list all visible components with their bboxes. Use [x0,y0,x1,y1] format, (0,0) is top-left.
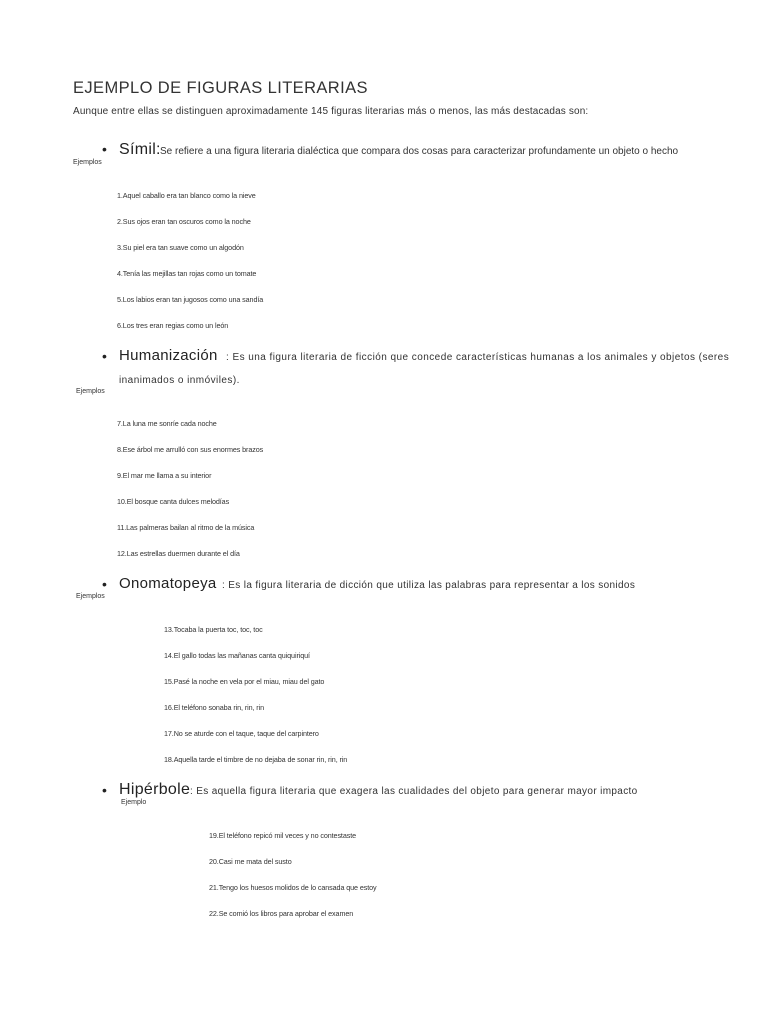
example-item: 21.Tengo los huesos molidos de lo cansada que estoy [209,883,377,892]
example-item: 5.Los labios eran tan jugosos como una sandía [117,295,264,304]
page-title: EJEMPLO DE FIGURAS LITERARIAS [73,79,368,97]
example-item: 1.Aquel caballo era tan blanco como la nieve [117,191,256,200]
example-item: 11.Las palmeras bailan al ritmo de la música [117,523,255,532]
figure-desc-hiperbole: : Es aquella figura literaria que exagera las cualidades del objeto para generar mayor impacto [190,786,638,797]
figure-desc-simil: Se refiere a una figura literaria dialéctica que compara dos cosas para caracterizar profundamente un objeto o hecho [160,146,679,157]
figure-name-onomatopeya: Onomatopeya [119,575,217,592]
intro-paragraph: Aunque entre ellas se distinguen aproximadamente 145 figuras literarias más o menos, las más destacadas son: [73,106,589,117]
example-item: 12.Las estrellas duermen durante el día [117,549,240,558]
example-item: 17.No se aturde con el taque, taque del carpintero [164,729,319,738]
figure-name-simil: Símil: [119,141,161,158]
example-item: 20.Casi me mata del susto [209,857,292,866]
example-item: 22.Se comió los libros para aprobar el examen [209,909,354,918]
figure-desc-onomatopeya: : Es la figura literaria de dicción que utiliza las palabras para representar a los sonidos [222,580,636,591]
example-item: 16.El teléfono sonaba rin, rin, rin [164,703,264,712]
example-item: 19.El teléfono repicó mil veces y no contestaste [209,831,357,840]
examples-label: Ejemplo [121,799,147,806]
figure-desc-humanizacion-line1: : Es una figura literaria de ficción que concede características humanas a los animales y objetos (seres [226,352,730,363]
bullet-simil: • [102,141,107,157]
example-item: 7.La luna me sonríe cada noche [117,419,217,428]
example-item: 6.Los tres eran regias como un león [117,321,229,330]
example-item: 3.Su piel era tan suave como un algodón [117,243,244,252]
example-item: 13.Tocaba la puerta toc, toc, toc [164,625,263,634]
example-item: 9.El mar me llama a su interior [117,471,212,480]
bullet-onomatopeya: • [102,576,107,592]
examples-label: Ejemplos [73,159,102,166]
example-item: 4.Tenía las mejillas tan rojas como un tomate [117,269,257,278]
example-item: 2.Sus ojos eran tan oscuros como la noche [117,217,251,226]
bullet-hiperbole: • [102,782,107,798]
example-item: 14.El gallo todas las mañanas canta quiquiriquí [164,651,310,660]
figure-name-hiperbole: Hipérbole [119,781,191,798]
figure-name-humanizacion: Humanización [119,347,218,364]
example-item: 10.El bosque canta dulces melodías [117,497,230,506]
example-item: 18.Aquella tarde el timbre de no dejaba de sonar rin, rin, rin [164,755,348,764]
figure-desc-humanizacion-line2: inanimados o inmóviles). [119,375,240,386]
examples-label: Ejemplos [76,593,105,600]
example-item: 15.Pasé la noche en vela por el miau, miau del gato [164,677,325,686]
examples-label: Ejemplos [76,388,105,395]
example-item: 8.Ese árbol me arrulló con sus enormes brazos [117,445,264,454]
bullet-humanizacion: • [102,348,107,364]
